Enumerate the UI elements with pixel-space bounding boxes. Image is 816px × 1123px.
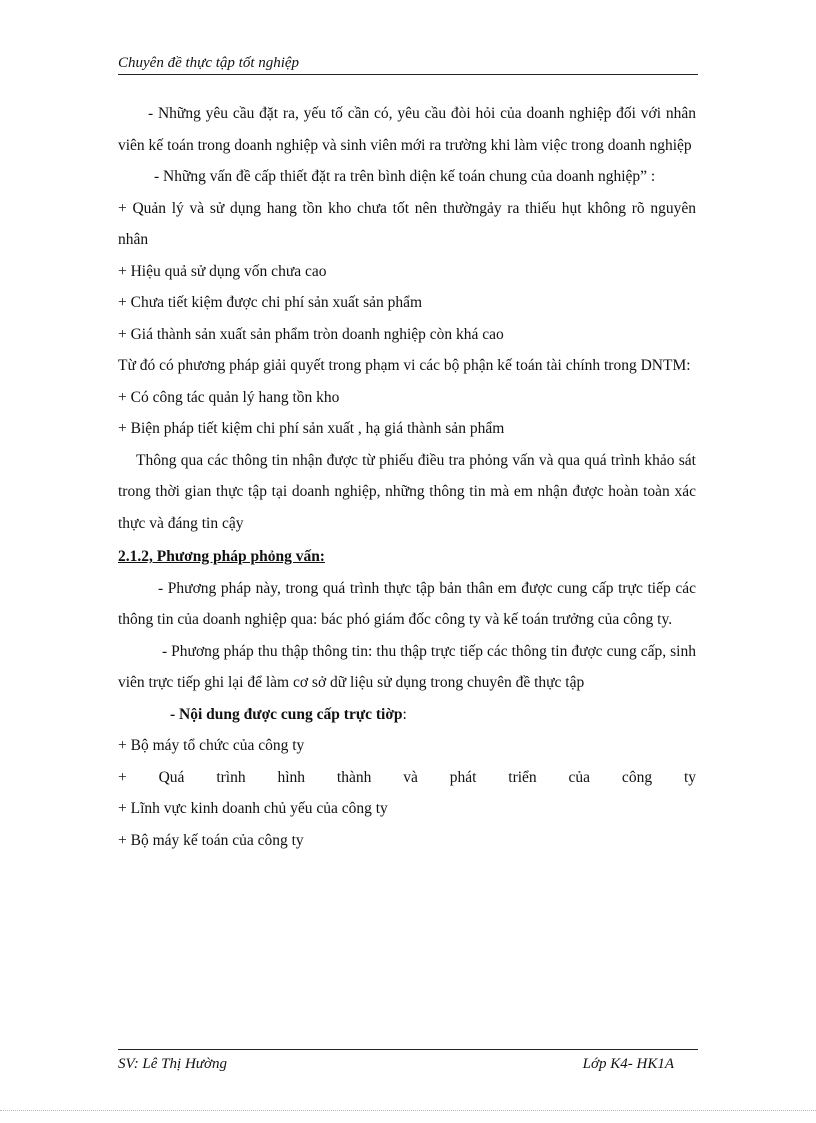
footer-student-name: SV: Lê Thị Hường [118, 1056, 227, 1072]
provided-content-label: - Nội dung được cung cấp trực tiờp [170, 705, 403, 723]
list-item-business-field: + Lĩnh vực kinh doanh chủ yếu của công ty [118, 800, 388, 817]
paragraph-provided-content [118, 699, 696, 731]
list-item-inventory: + Quản lý và sử dụng hang tồn kho chưa tốt nên thườngảy ra thiếu hụt không rõ nguyên nhân [118, 199, 696, 248]
provided-content-colon: : [402, 705, 407, 723]
paragraph-solutions: Từ đó có phương pháp giải quyết trong phạm vi các bộ phận kế toán tài chính trong DNTM: [118, 357, 691, 374]
paragraph-data-collection: - Phương pháp thu thập thông tin: thu thập trực tiếp các thông tin được cung cấp, sinh viên trực tiếp ghi lại để làm cơ sở dữ liệu sử dụng trong chuyên đề thực tập [118, 642, 696, 691]
footer-class: Lớp K4- HK1A [582, 1056, 674, 1072]
paragraph-requirements: - Những yêu cầu đặt ra, yếu tố cần có, yêu cầu đòi hỏi của doanh nghiệp đối với nhân viên kế toán trong doanh nghiệp và sinh viên mới ra trường khi làm việc trong doanh nghiệp [118, 105, 696, 154]
list-item-capital-efficiency: + Hiệu quả sử dụng vốn chưa cao [118, 262, 327, 280]
paragraph-urgent-issues: - Những vấn đề cấp thiết đặt ra trên bình diện kế toán chung của doanh nghiệp” : [154, 168, 656, 185]
page-header [118, 52, 698, 75]
page-footer [118, 1049, 698, 1072]
list-item-accounting-structure: + Bộ máy kế toán của công ty [118, 831, 304, 849]
section-heading-interview-method: 2.1.2, Phương pháp phỏng vấn: [118, 548, 325, 565]
page-bottom-edge [0, 1110, 816, 1111]
paragraph-survey-summary: Thông qua các thông tin nhận được từ phiếu điều tra phỏng vấn và qua quá trình khảo sát trong thời gian thực tập tại doanh nghiệp, những thông tin mà em nhận được hoàn toàn xác thực và đáng tin cậy [118, 451, 696, 532]
header-title: Chuyên đề thực tập tốt nghiệp [118, 55, 300, 71]
list-item-org-structure: + Bộ máy tổ chức của công ty [118, 737, 305, 754]
list-item-cost-saving: + Chưa tiết kiệm được chi phí sản xuất sản phẩm [118, 294, 423, 311]
list-item-cost-reduction: + Biện pháp tiết kiệm chi phí sản xuất , hạ giá thành sản phẩm [118, 420, 505, 437]
list-item-production-cost: + Giá thành sản xuất sản phẩm tròn doanh nghiệp còn khá cao [118, 325, 504, 343]
document-body [118, 98, 696, 856]
paragraph-interview-method: - Phương pháp này, trong quá trình thực tập bản thân em được cung cấp trực tiếp các thông tin của doanh nghiệp qua: bác phó giám đốc công ty và kế toán trưởng của công ty. [118, 579, 696, 628]
list-item-history: + Quá trình hình thành và phát triển của công ty [118, 768, 696, 786]
list-item-inventory-management: + Có công tác quản lý hang tồn kho [118, 388, 340, 406]
